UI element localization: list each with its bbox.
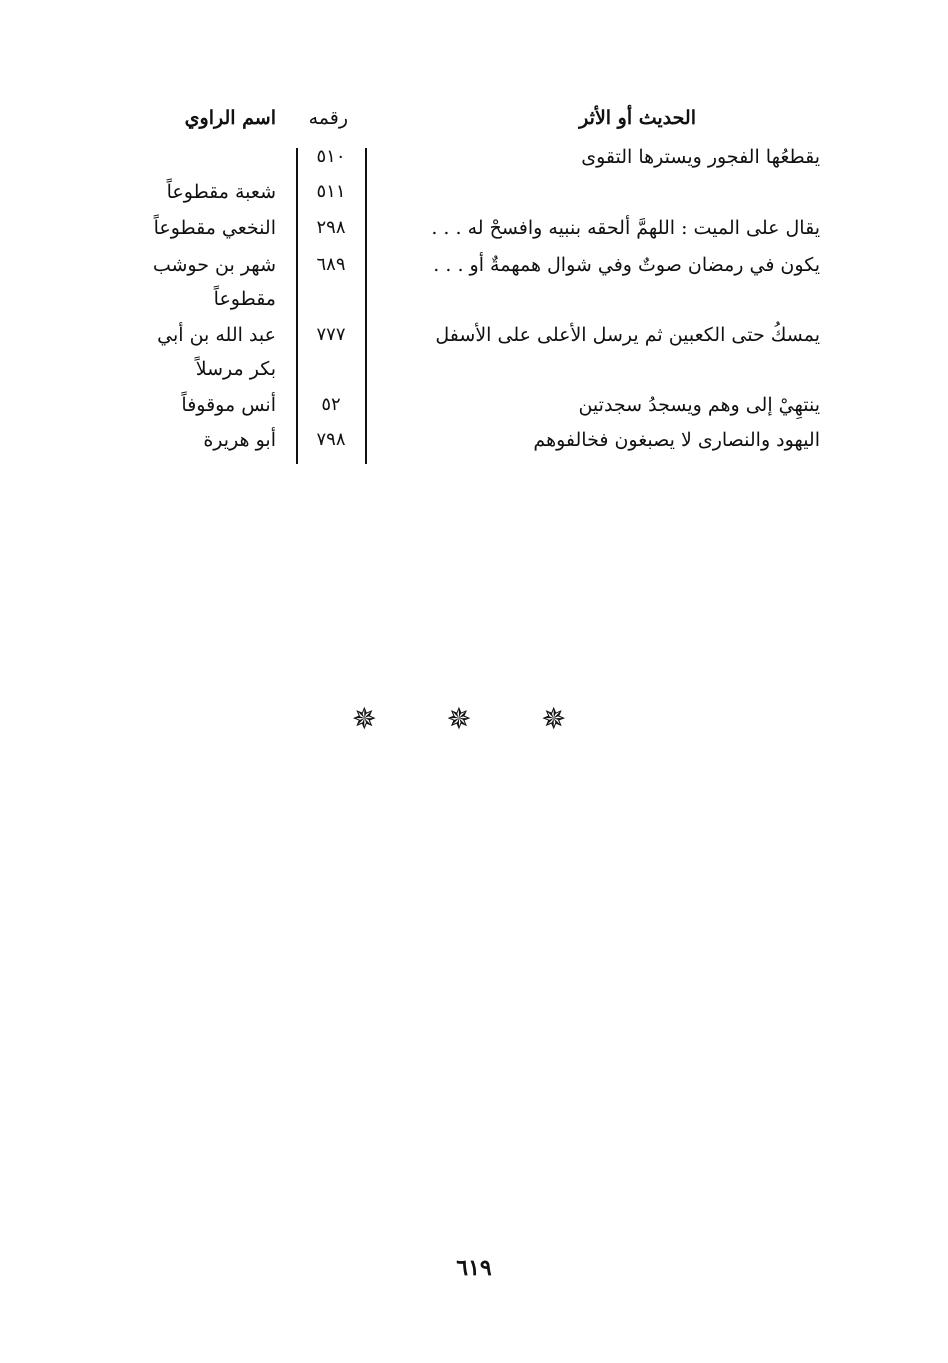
narrator-text: شعبة مقطوعاً <box>166 181 276 203</box>
hadith-number: ٥١٠ <box>316 146 346 167</box>
narrator-text: شهر بن حوشب <box>152 254 276 276</box>
hadith-text: يمسكُ حتى الكعبين ثم يرسل الأعلى على الأسفل <box>435 324 820 346</box>
hadith-number: ٥٢ <box>321 394 341 415</box>
header-number: رقمه <box>308 107 348 129</box>
hadith-number: ٦٨٩ <box>316 254 346 275</box>
hadith-text: اليهود والنصارى لا يصبغون فخالفوهم <box>533 429 820 451</box>
hadith-number: ٧٩٨ <box>316 429 346 450</box>
hadith-number: ٧٧٧ <box>316 324 346 345</box>
narrator-text: النخعي مقطوعاً <box>153 217 276 239</box>
column-divider <box>365 148 367 464</box>
hadith-text: يقطعُها الفجور ويسترها التقوى <box>581 146 820 168</box>
narrator-text: بكر مرسلاً <box>195 358 276 380</box>
narrator-text: أبو هريرة <box>203 429 276 451</box>
column-divider <box>296 148 298 464</box>
page-number: ٦١٩ <box>456 1255 492 1281</box>
hadith-text: يقال على الميت : اللهمَّ ألحقه بنبيه وافسحْ له . . . <box>431 217 820 239</box>
narrator-text: مقطوعاً <box>213 288 276 310</box>
narrator-text: عبد الله بن أبي <box>157 324 276 346</box>
section-separator: ✵ ✵ ✵ <box>351 702 597 737</box>
hadith-number: ٢٩٨ <box>316 217 346 238</box>
header-hadith: الحديث أو الأثر <box>579 107 696 129</box>
hadith-text: ينتهِيْ إلى وهم ويسجدُ سجدتين <box>578 394 820 416</box>
hadith-text: يكون في رمضان صوتٌ وفي شوال همهمةٌ أو . . . <box>433 254 820 276</box>
header-narrator: اسم الراوي <box>184 107 276 129</box>
hadith-number: ٥١١ <box>316 181 346 202</box>
narrator-text: أنس موقوفاً <box>181 394 276 416</box>
